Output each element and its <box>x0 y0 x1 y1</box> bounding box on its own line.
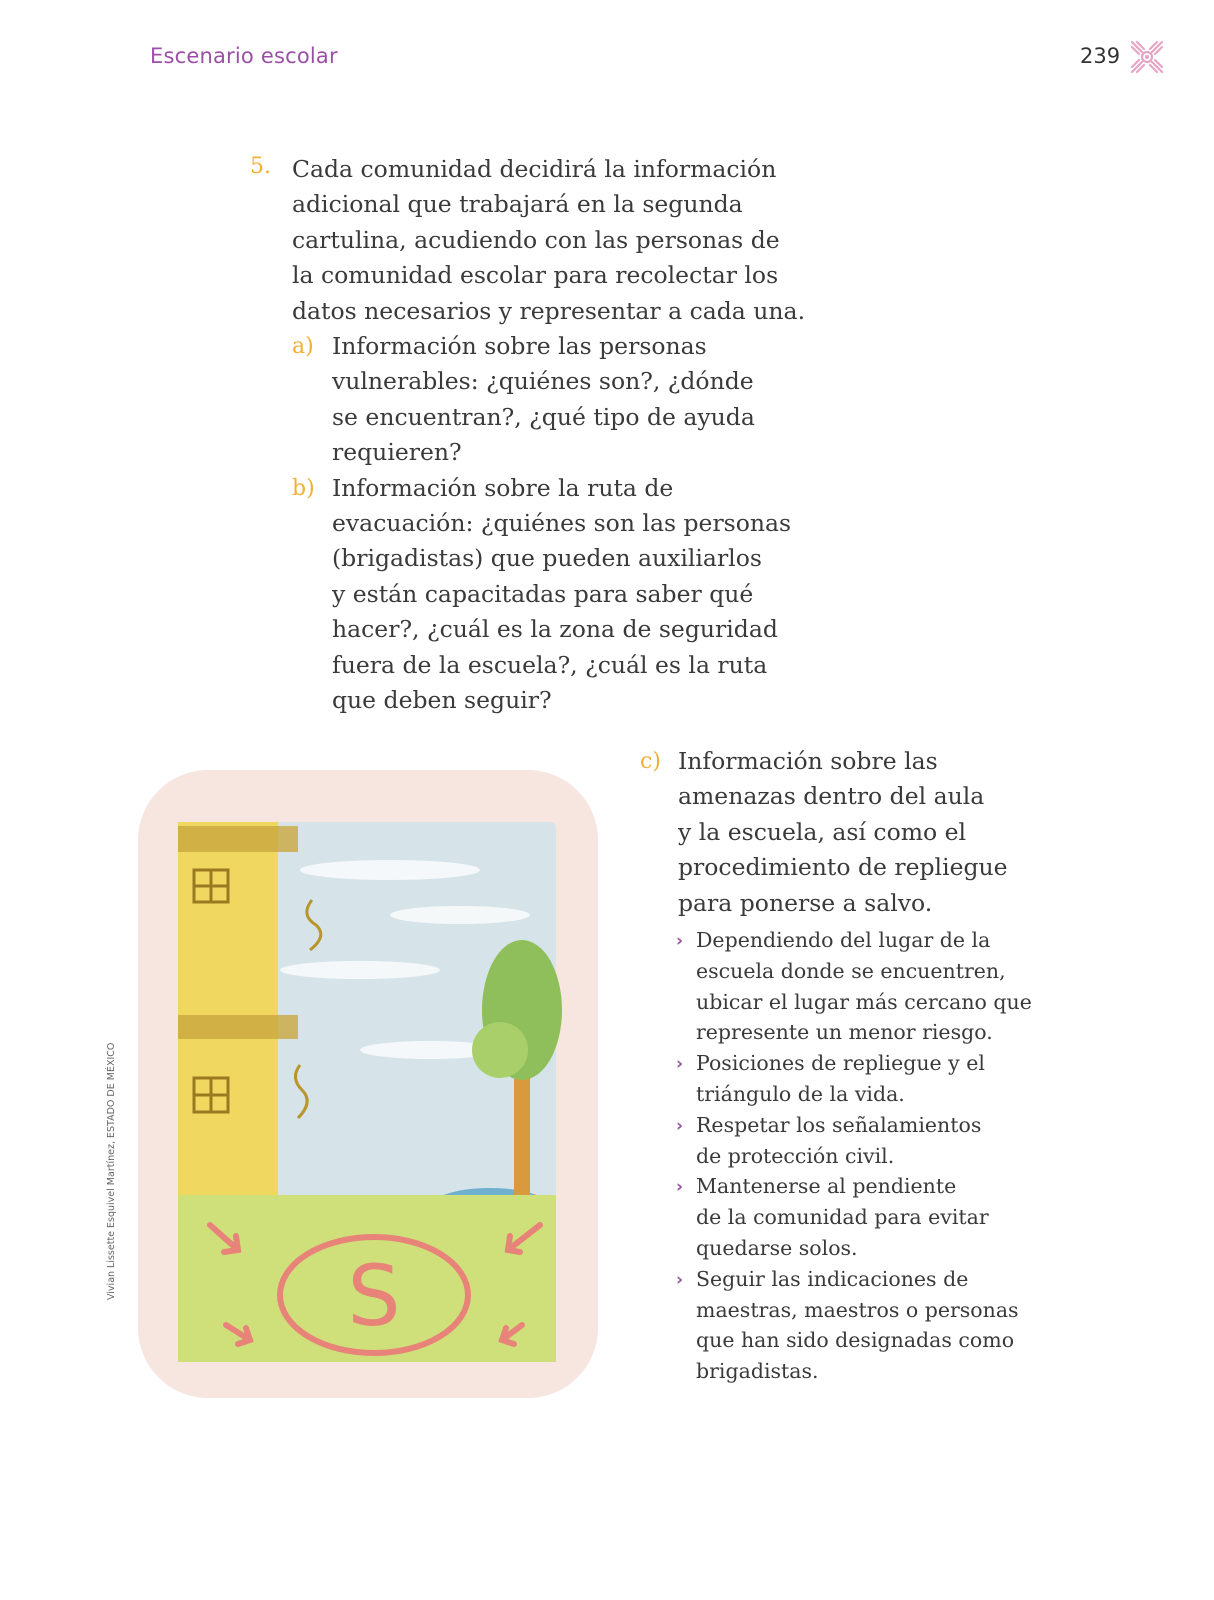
sub-item-a <box>292 329 850 471</box>
item-number: 5. <box>250 154 271 179</box>
sub-letter-a: a) <box>292 334 314 360</box>
list-item: › Dependiendo del lugar de la escuela donde se encuentren, ubicar el lugar más cercano que represente un menor riesgo. <box>676 928 1032 1045</box>
list-item: › Respetar los señalamientos de protección civil. <box>676 1112 982 1168</box>
sub-letter-c: c) <box>640 749 661 774</box>
item-5-text: Cada comunidad decidirá la información adicional que trabajará en la segunda cartulina, acudiendo con las personas de la comunidad escolar para recolectar los datos necesarios y representar a cada una. <box>292 155 806 325</box>
bullet-list <box>676 925 1080 1387</box>
bullet-chevron-icon: › <box>676 1269 684 1290</box>
sub-text-a: Información sobre las personas vulnerables: ¿quiénes son?, ¿dónde se encuentran?, ¿qué tipo de ayuda requieren? <box>332 332 755 467</box>
drawing-tree-trunk <box>514 1078 530 1198</box>
safe-zone-letter: S <box>347 1247 401 1345</box>
item-5 <box>250 152 850 329</box>
decorative-emblem-icon <box>1128 38 1166 76</box>
bullet-chevron-icon: › <box>676 1054 684 1075</box>
sub-item-b <box>292 471 850 719</box>
page-number: 239 <box>1080 44 1121 68</box>
sub-letter-b: b) <box>292 475 315 501</box>
list-item: › Mantenerse al pendiente de la comunidad para evitar quedarse solos. <box>676 1174 989 1260</box>
activity-list <box>250 152 850 719</box>
bullet-chevron-icon: › <box>676 1115 684 1136</box>
sub-text-b: Información sobre la ruta de evacuación: ¿quiénes son las personas (brigadistas) que pueden auxiliarlos y están capacitadas para saber qué hacer?, ¿cuál es la zona de seguridad fuera de la escuela?, ¿cuál es la ruta que deben seguir? <box>332 473 792 715</box>
sub-item-c <box>640 744 1080 1387</box>
sub-text-c: Información sobre las amenazas dentro del aula y la escuela, así como el procedimiento de repliegue para ponerse a salvo. <box>678 747 1008 917</box>
bullet-chevron-icon: › <box>676 1177 684 1198</box>
list-item: › Posiciones de repliegue y el triángulo de la vida. <box>676 1051 985 1107</box>
illustration-credit: Vivian Lissette Esquivel Martínez, ESTADO DE MÉXICO <box>106 1042 117 1300</box>
evacuation-drawing <box>130 760 610 1410</box>
list-item: › Seguir las indicaciones de maestras, maestros o personas que han sido designadas como brigadistas. <box>676 1266 1019 1384</box>
section-title: Escenario escolar <box>150 44 338 68</box>
bullet-chevron-icon: › <box>676 931 684 952</box>
